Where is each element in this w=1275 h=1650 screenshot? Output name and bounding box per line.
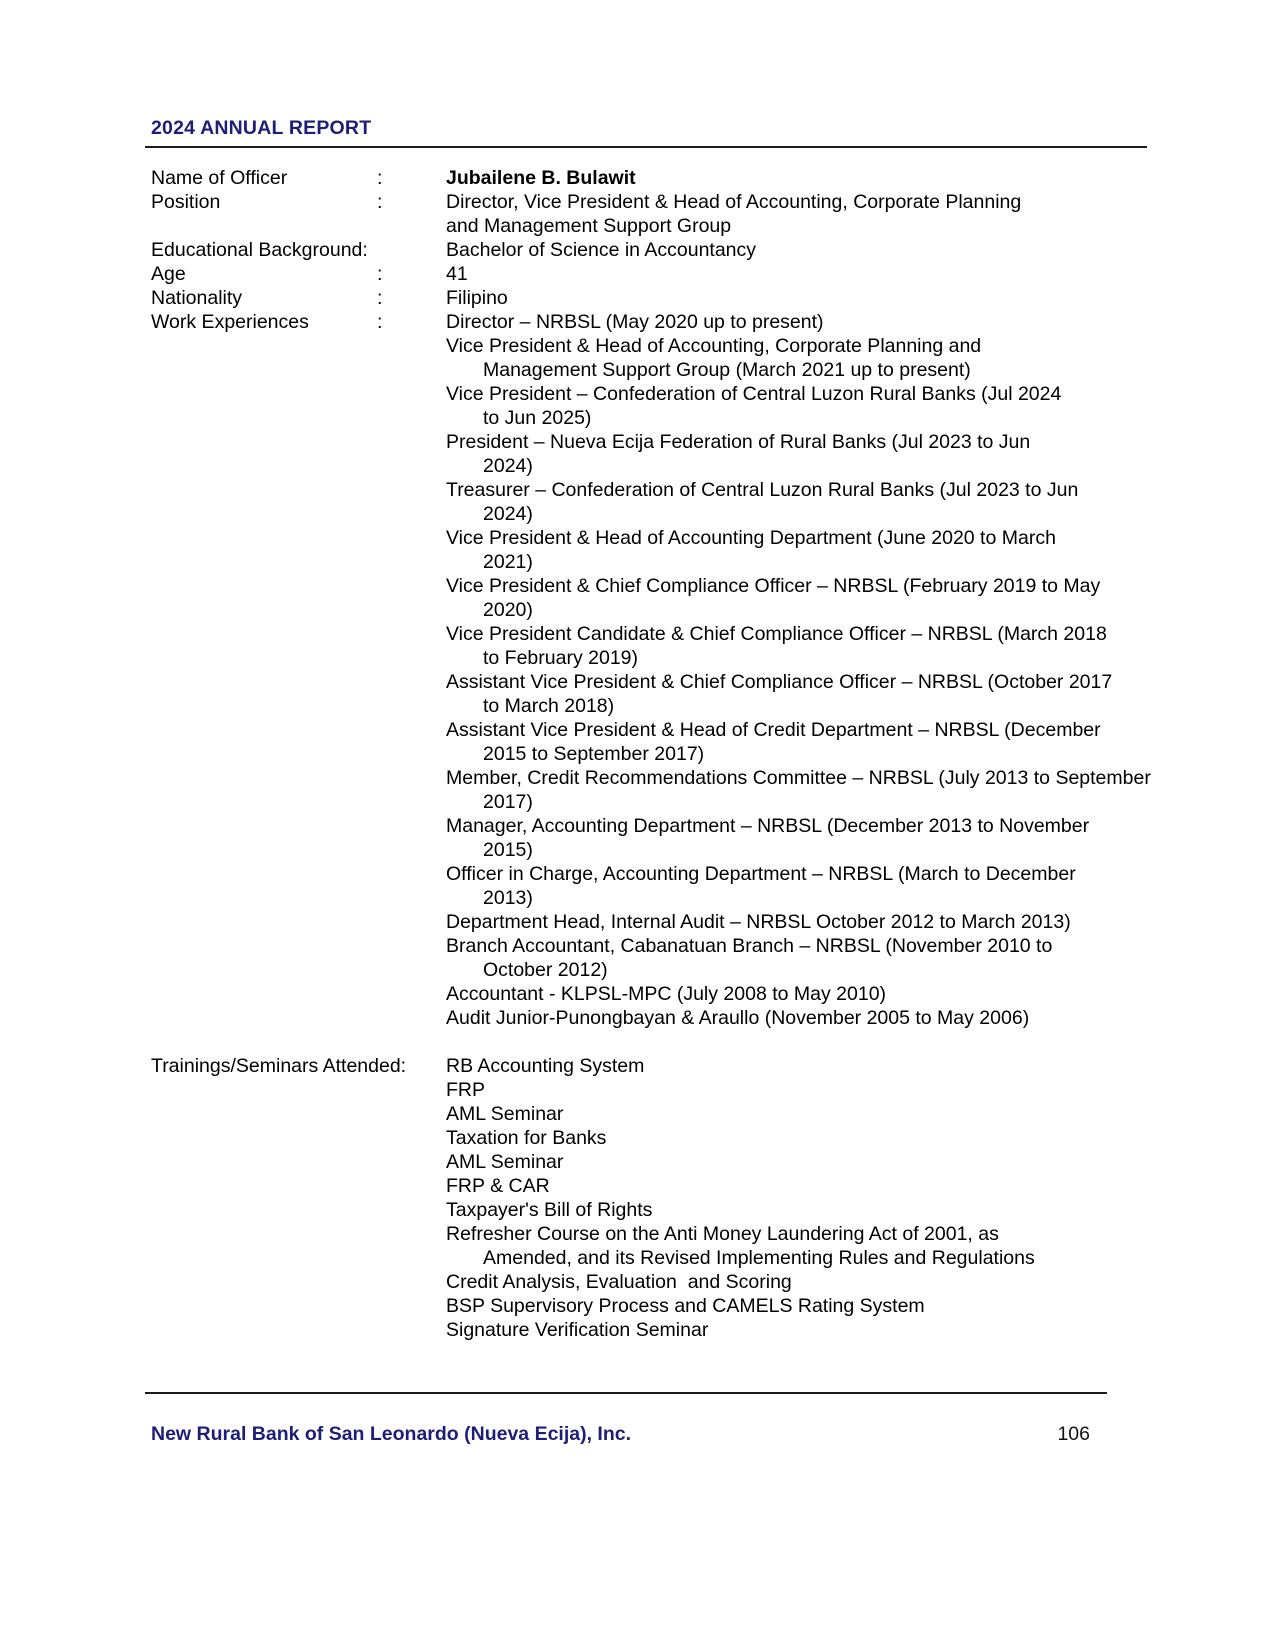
profile-row [151, 862, 1211, 886]
field-value: AML Seminar [446, 1151, 564, 1173]
field-value: Member, Credit Recommendations Committee – NRBSL (July 2013 to September [446, 767, 1151, 789]
profile-row [151, 1246, 1211, 1270]
field-value: Jubailene B. Bulawit [446, 167, 636, 189]
field-value: 2024) [483, 503, 533, 525]
field-value: Accountant - KLPSL-MPC (July 2008 to May 2010) [446, 983, 887, 1005]
profile-row [151, 382, 1211, 406]
profile-row [151, 1006, 1211, 1030]
field-value: Vice President & Head of Accounting Department (June 2020 to March [446, 527, 1056, 549]
profile-row [151, 190, 1211, 214]
profile-row [151, 502, 1211, 526]
profile-row [151, 526, 1211, 550]
field-value: Filipino [446, 287, 508, 309]
officer-profile [151, 166, 1211, 1342]
field-value: Vice President & Chief Compliance Officer – NRBSL (February 2019 to May [446, 575, 1101, 597]
page-footer [151, 1422, 1090, 1446]
profile-row [151, 598, 1211, 622]
field-value: 2020) [483, 599, 533, 621]
field-value: Vice President & Head of Accounting, Corporate Planning and [446, 335, 982, 357]
field-value: Management Support Group (March 2021 up to present) [483, 359, 971, 381]
field-label: Trainings/Seminars Attended: [151, 1055, 407, 1077]
profile-row [151, 574, 1211, 598]
field-value: Branch Accountant, Cabanatuan Branch – NRBSL (November 2010 to [446, 935, 1053, 957]
profile-row [151, 286, 1211, 310]
profile-row [151, 838, 1211, 862]
footer-page-number: 106 [1057, 1423, 1090, 1445]
profile-row [151, 1054, 1211, 1078]
profile-row [151, 982, 1211, 1006]
profile-row [151, 1294, 1211, 1318]
profile-row [151, 166, 1211, 190]
field-value: to February 2019) [483, 647, 639, 669]
header-divider [145, 146, 1147, 148]
field-value: Vice President – Confederation of Central Luzon Rural Banks (Jul 2024 [446, 383, 1062, 405]
profile-row [151, 694, 1211, 718]
profile-row [151, 454, 1211, 478]
field-value: RB Accounting System [446, 1055, 645, 1077]
profile-row [151, 1030, 1211, 1054]
field-value: to March 2018) [483, 695, 615, 717]
field-value: Signature Verification Seminar [446, 1319, 709, 1341]
profile-row [151, 766, 1211, 790]
field-value: and Management Support Group [446, 215, 732, 237]
profile-row [151, 334, 1211, 358]
field-value: 2013) [483, 887, 533, 909]
profile-row [151, 1222, 1211, 1246]
field-value: Assistant Vice President & Chief Compliance Officer – NRBSL (October 2017 [446, 671, 1113, 693]
profile-row [151, 886, 1211, 910]
profile-row [151, 262, 1211, 286]
profile-row [151, 670, 1211, 694]
field-value: 2021) [483, 551, 533, 573]
profile-row [151, 1102, 1211, 1126]
profile-row [151, 742, 1211, 766]
field-value: Bachelor of Science in Accountancy [446, 239, 757, 261]
field-label: Name of Officer [151, 167, 288, 189]
field-value: 2017) [483, 791, 533, 813]
profile-row [151, 1270, 1211, 1294]
footer-bank-name: New Rural Bank of San Leonardo (Nueva Ecija), Inc. [151, 1423, 632, 1445]
field-value: Director, Vice President & Head of Accounting, Corporate Planning [446, 191, 1022, 213]
profile-row [151, 1078, 1211, 1102]
field-value: Assistant Vice President & Head of Credit Department – NRBSL (December [446, 719, 1101, 741]
field-value: Officer in Charge, Accounting Department – NRBSL (March to December [446, 863, 1076, 885]
field-value: Audit Junior-Punongbayan & Araullo (November 2005 to May 2006) [446, 1007, 1030, 1029]
profile-row [151, 358, 1211, 382]
field-value: Treasurer – Confederation of Central Luzon Rural Banks (Jul 2023 to Jun [446, 479, 1079, 501]
profile-row [151, 478, 1211, 502]
profile-row [151, 814, 1211, 838]
profile-row [151, 622, 1211, 646]
field-colon: : [377, 191, 383, 213]
field-label: Work Experiences [151, 311, 309, 333]
profile-row [151, 310, 1211, 334]
field-colon: : [377, 311, 383, 333]
footer-divider [145, 1392, 1107, 1394]
field-value: to Jun 2025) [483, 407, 592, 429]
profile-row [151, 1174, 1211, 1198]
profile-row [151, 958, 1211, 982]
field-value: 41 [446, 263, 468, 285]
field-value: 2024) [483, 455, 533, 477]
field-value: Manager, Accounting Department – NRBSL (December 2013 to November [446, 815, 1090, 837]
field-value: FRP [446, 1079, 485, 1101]
profile-row [151, 646, 1211, 670]
profile-row [151, 550, 1211, 574]
field-label: Nationality [151, 287, 243, 309]
profile-row [151, 1126, 1211, 1150]
field-value: 2015) [483, 839, 533, 861]
field-label: Age [151, 263, 186, 285]
field-value: Department Head, Internal Audit – NRBSL October 2012 to March 2013) [446, 911, 1071, 933]
field-value: BSP Supervisory Process and CAMELS Rating System [446, 1295, 925, 1317]
profile-row [151, 1150, 1211, 1174]
field-value: President – Nueva Ecija Federation of Rural Banks (Jul 2023 to Jun [446, 431, 1031, 453]
field-value: Refresher Course on the Anti Money Laundering Act of 2001, as [446, 1223, 999, 1245]
profile-row [151, 910, 1211, 934]
profile-row [151, 406, 1211, 430]
field-value: AML Seminar [446, 1103, 564, 1125]
field-colon: : [377, 263, 383, 285]
field-value: Taxation for Banks [446, 1127, 607, 1149]
field-value: 2015 to September 2017) [483, 743, 705, 765]
field-colon: : [377, 287, 383, 309]
field-value: Taxpayer's Bill of Rights [446, 1199, 653, 1221]
field-label: Educational Background: [151, 239, 368, 261]
profile-row [151, 1318, 1211, 1342]
profile-row [151, 718, 1211, 742]
field-value: October 2012) [483, 959, 608, 981]
field-label: Position [151, 191, 221, 213]
field-value: Credit Analysis, Evaluation and Scoring [446, 1271, 792, 1293]
field-value: Vice President Candidate & Chief Compliance Officer – NRBSL (March 2018 [446, 623, 1107, 645]
profile-row [151, 934, 1211, 958]
profile-row [151, 214, 1211, 238]
field-value: Director – NRBSL (May 2020 up to present) [446, 311, 824, 333]
profile-row [151, 790, 1211, 814]
profile-row [151, 1198, 1211, 1222]
page-title: 2024 ANNUAL REPORT [151, 117, 372, 139]
field-value: Amended, and its Revised Implementing Rules and Regulations [483, 1247, 1035, 1269]
field-value: FRP & CAR [446, 1175, 550, 1197]
profile-row [151, 238, 1211, 262]
profile-row [151, 430, 1211, 454]
field-colon: : [377, 167, 383, 189]
